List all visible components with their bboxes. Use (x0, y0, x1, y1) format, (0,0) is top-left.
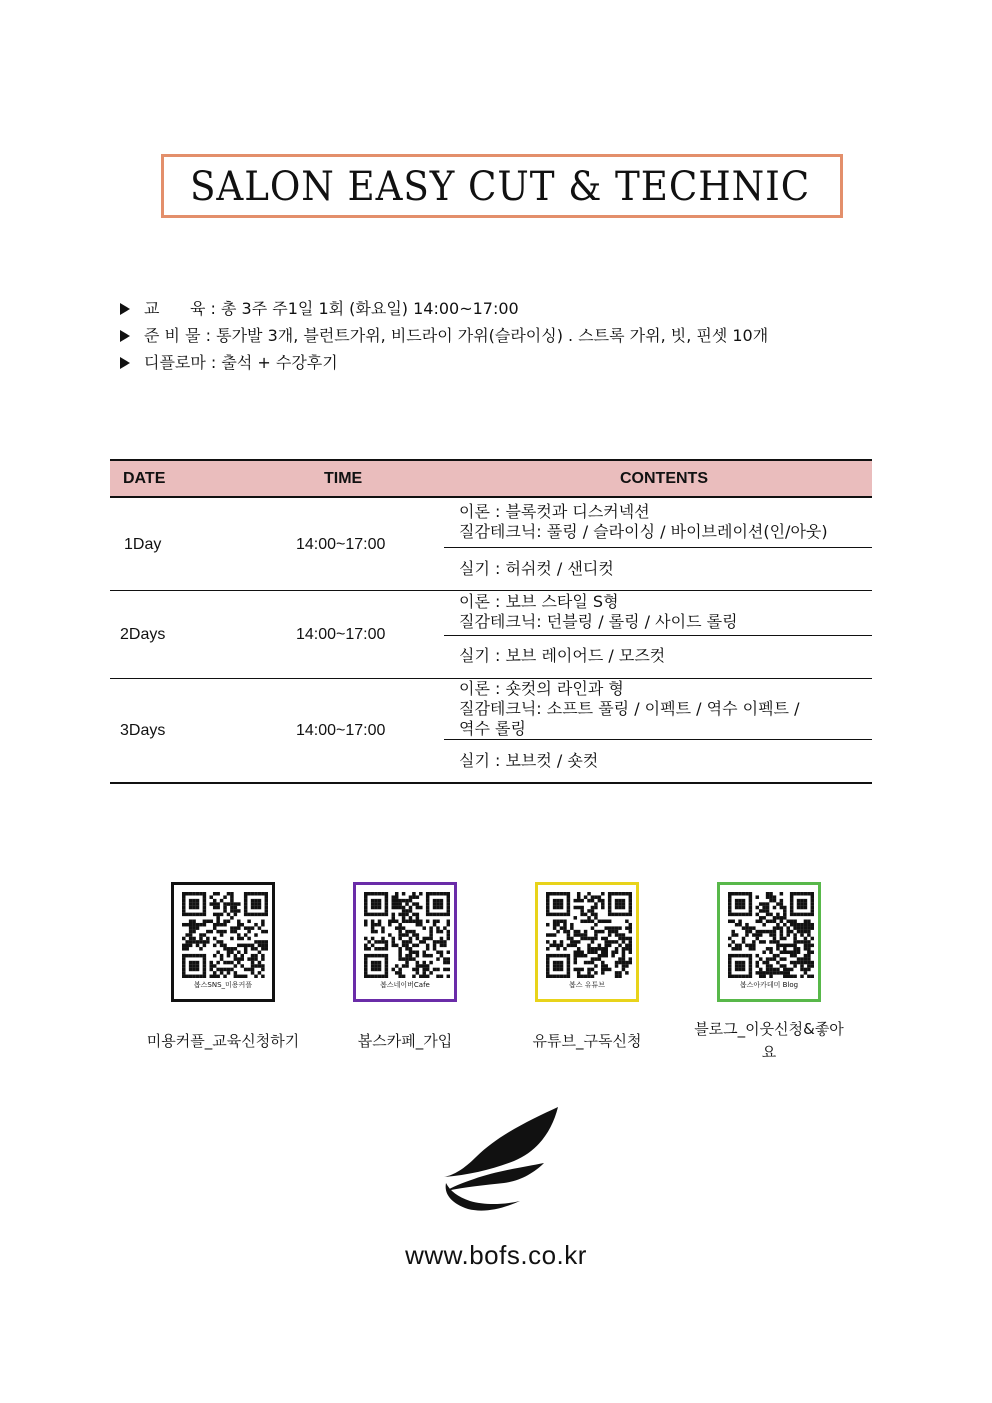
header-date: DATE (123, 470, 166, 487)
info-value: 출석 + 수강후기 (221, 353, 338, 372)
bullet-arrow-icon (120, 357, 130, 369)
qr-caption: 봅스네이버Cafe (380, 981, 430, 989)
qr-pattern-icon (546, 892, 632, 978)
theory-line: 이론 : 보브 스타일 S형 (459, 592, 619, 611)
qr-code-sns[interactable] (171, 882, 275, 1002)
practice-line: 실기 : 허쉬컷 / 샌디컷 (459, 559, 614, 578)
qr-code-cafe[interactable] (353, 882, 457, 1002)
day-cell: 1Day (124, 536, 162, 553)
theory-block (444, 591, 872, 636)
theory-line: 이론 : 숏컷의 라인과 형 (459, 679, 624, 698)
bullet-arrow-icon (120, 330, 130, 342)
bullet-arrow-icon (120, 303, 130, 315)
info-sep: : (205, 299, 221, 318)
info-sep: : (200, 326, 217, 345)
qr-code-blog[interactable] (717, 882, 821, 1002)
qr-caption: 봅스 유튜브 (568, 981, 606, 989)
contents-cell (444, 679, 872, 782)
qr-label-blog[interactable]: 블로그_이웃신청&좋아요 (694, 1020, 844, 1061)
qr-label-youtube[interactable]: 유튜브_구독신청 (532, 1032, 642, 1050)
day-cell: 2Days (120, 626, 166, 643)
qr-label-cafe[interactable]: 봅스카페_가입 (357, 1032, 453, 1050)
info-line-materials (120, 322, 768, 349)
info-line-diploma (120, 349, 768, 376)
contents-cell (444, 591, 872, 678)
theory-block (444, 498, 872, 548)
qr-caption: 봅스아카데미 Blog (739, 981, 799, 989)
info-value: 통가발 3개, 블런트가위, 비드라이 가위(슬라이싱) . 스트록 가위, 빗, 핀셋 10개 (216, 326, 769, 345)
theory-line: 질감테크닉: 풀링 / 슬라이싱 / 바이브레이션(인/아웃) (459, 522, 828, 541)
table-row (110, 679, 872, 784)
qr-pattern-icon (182, 892, 268, 978)
info-label: 교 육 (144, 299, 206, 318)
theory-line: 이론 : 블록컷과 디스커넥션 (459, 502, 650, 521)
header-time: TIME (324, 470, 363, 487)
theory-line: 역수 롤링 (459, 719, 526, 738)
qr-caption: 봅스SNS_미용커플 (193, 981, 253, 989)
title-box (161, 154, 843, 218)
info-value: 총 3주 주1일 1회 (화요일) 14:00~17:00 (221, 299, 519, 318)
day-cell: 3Days (120, 722, 166, 739)
qr-pattern-icon (728, 892, 814, 978)
info-label: 디플로마 (144, 353, 206, 372)
contents-cell (444, 498, 872, 590)
course-info (120, 295, 768, 376)
theory-block (444, 679, 872, 740)
table-row (110, 498, 872, 591)
table-header (110, 459, 872, 498)
info-sep: : (205, 353, 222, 372)
header-contents: CONTENTS (620, 470, 708, 487)
theory-line: 질감테크닉: 소프트 풀링 / 이펙트 / 역수 이펙트 / (459, 699, 800, 718)
time-cell: 14:00~17:00 (296, 626, 386, 643)
qr-label-sns[interactable]: 미용커플_교육신청하기 (146, 1032, 300, 1050)
info-line-education (120, 295, 768, 322)
qr-pattern-icon (364, 892, 450, 978)
website-url[interactable]: www.bofs.co.kr (405, 1240, 587, 1270)
page-title: SALON EASY CUT & TECHNIC (190, 164, 811, 210)
practice-line: 실기 : 보브컷 / 숏컷 (459, 751, 599, 770)
time-cell: 14:00~17:00 (296, 536, 386, 553)
table-row (110, 591, 872, 679)
practice-line: 실기 : 보브 레이어드 / 모즈컷 (459, 646, 666, 665)
info-label: 준 비 물 (144, 326, 201, 345)
feather-logo-icon (440, 1105, 562, 1213)
schedule-table (110, 459, 872, 784)
qr-code-youtube[interactable] (535, 882, 639, 1002)
theory-line: 질감테크닉: 던블링 / 롤링 / 사이드 롤링 (459, 612, 738, 631)
time-cell: 14:00~17:00 (296, 722, 386, 739)
